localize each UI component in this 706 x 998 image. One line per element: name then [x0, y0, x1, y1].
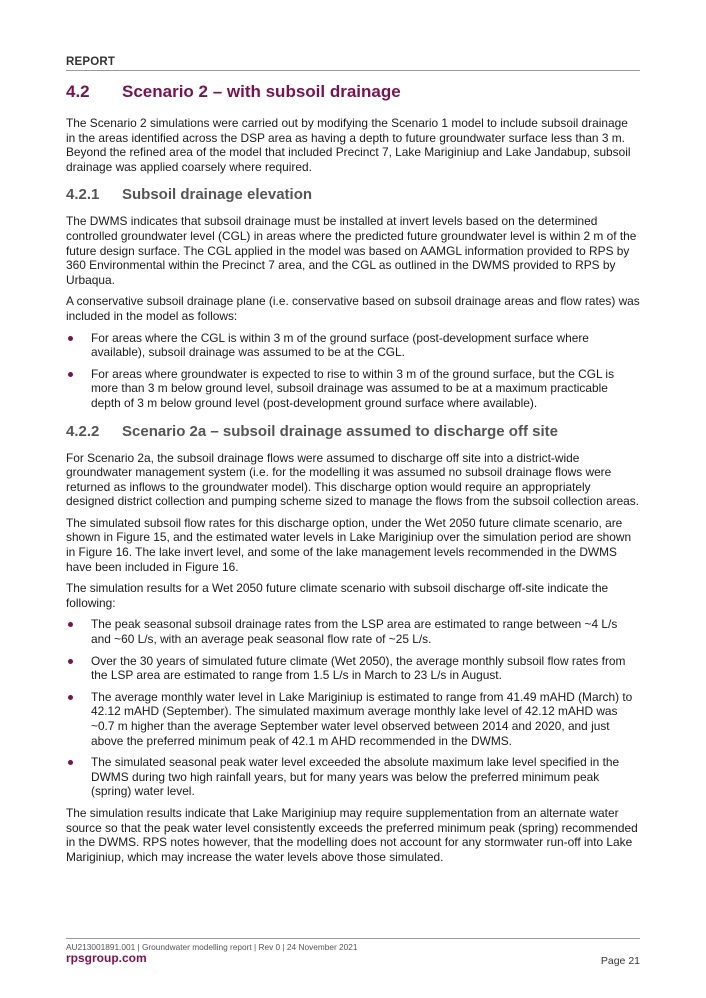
list-item [66, 367, 640, 411]
bullet-list [66, 331, 640, 411]
list-item-text: The simulated seasonal peak water level exceeded the absolute maximum lake level specified in the DWMS during two high rainfall years, but for many years was below the preferred minimum peak (spring) water level. [91, 755, 620, 799]
page-content [66, 82, 640, 871]
paragraph: For Scenario 2a, the subsoil drainage flows were assumed to discharge off site into a district-wide groundwater management system (i.e. for the modelling it was assumed no subsoil drainage flows were returned as inflows to the groundwater model). This discharge option would require an appropriately designed district collection and pumping scheme sized to manage the flows from the subsoil collection areas. [66, 450, 640, 509]
bullet-icon [68, 622, 73, 627]
section-intro: The Scenario 2 simulations were carried out by modifying the Scenario 1 model to include subsoil drainage in the areas identified across the DSP area as having a depth to future groundwater surface less than 3 m. Beyond the refined area of the model that included Precinct 7, Lake Mariginiup and Lake Jandabup, subsoil drainage was applied coarsely where required. [66, 116, 631, 174]
bullet-list [66, 617, 640, 799]
section-title: Scenario 2 – with subsoil drainage [122, 82, 401, 101]
page-number: Page 21 [600, 955, 640, 967]
footer-brand-link[interactable]: rpsgroup.com [66, 951, 147, 965]
list-item-text: The peak seasonal subsoil drainage rates from the LSP area are estimated to range between ~4 L/s and ~60 L/s, with an average peak seasonal flow rate of ~25 L/s. [91, 617, 618, 647]
list-item [66, 617, 640, 646]
section-number: 4.2 [66, 82, 90, 101]
subsection-heading-422 [66, 423, 640, 440]
bullet-icon [68, 336, 73, 341]
paragraph: A conservative subsoil drainage plane (i.e. conservative based on subsoil drainage areas and flow rates) was included in the model as follows: [66, 294, 640, 323]
list-item [66, 331, 640, 360]
footer-divider [66, 938, 640, 939]
paragraph: The simulation results indicate that Lake Mariginiup may require supplementation from an alternate water source so that the peak water level consistently exceeds the preferred minimum peak (spring) recommended in the DWMS. RPS notes however, that the modelling does not account for any stormwater run-off into Lake Mariginiup, which may increase the water levels above those simulated. [66, 805, 638, 864]
list-item-text: For areas where groundwater is expected to rise to within 3 m of the ground surface, but the CGL is more than 3 m below ground level, subsoil drainage was assumed to be at a maximum practicable depth of 3 m below ground level (post-development ground surface where available). [91, 366, 615, 410]
subsection-heading-421 [66, 186, 640, 203]
footer-doc-info: AU213001891.001 | Groundwater modelling report | Rev 0 | 24 November 2021 [66, 942, 358, 952]
bullet-icon [68, 695, 73, 700]
list-item [66, 690, 640, 748]
list-item [66, 755, 640, 799]
section-heading [66, 82, 640, 102]
list-item-text: The average monthly water level in Lake Mariginiup is estimated to range from 41.49 mAHD (March) to 42.12 mAHD (September). The simulated maximum average monthly lake level of 42.12 mAHD was ~0.7 m higher than the average September water level observed between 2014 and 2020, and just above the preferred minimum peak of 42.1 m AHD recommended in the DWMS. [91, 689, 633, 748]
subsection-title: Subsoil drainage elevation [122, 186, 313, 204]
subsection-title: Scenario 2a – subsoil drainage assumed to discharge off site [122, 422, 558, 440]
bullet-icon [68, 659, 73, 664]
paragraph: The simulation results for a Wet 2050 future climate scenario with subsoil discharge off-site indicate the following: [66, 581, 609, 610]
subsection-number: 4.2.1 [66, 186, 100, 204]
header-divider [66, 70, 640, 71]
bullet-icon [68, 760, 73, 765]
list-item-text: For areas where the CGL is within 3 m of the ground surface (post-development surface where available), subsoil drainage was assumed to be at the CGL. [91, 330, 589, 360]
list-item-text: Over the 30 years of simulated future climate (Wet 2050), the average monthly subsoil flow rates from the LSP area are estimated to range from 1.5 L/s in March to 23 L/s in August. [91, 653, 626, 683]
report-header-label: REPORT [66, 56, 116, 68]
subsection-number: 4.2.2 [66, 422, 100, 440]
paragraph: The simulated subsoil flow rates for this discharge option, under the Wet 2050 future climate scenario, are shown in Figure 15, and the estimated water levels in Lake Mariginiup over the simulation period are shown in Figure 16. The lake invert level, and some of the lake management levels recommended in the DWMS have been included in Figure 16. [66, 515, 632, 574]
list-item [66, 654, 640, 683]
paragraph: The DWMS indicates that subsoil drainage must be installed at invert levels based on the determined controlled groundwater level (CGL) in areas where the predicted future groundwater level is within 2 m of the future design surface. The CGL applied in the model was based on AAMGL information provided to RPS by 360 Environmental within the Precinct 7 area, and the CGL as outlined in the DWMS provided to RPS by Urbaqua. [66, 214, 637, 287]
bullet-icon [68, 372, 73, 377]
